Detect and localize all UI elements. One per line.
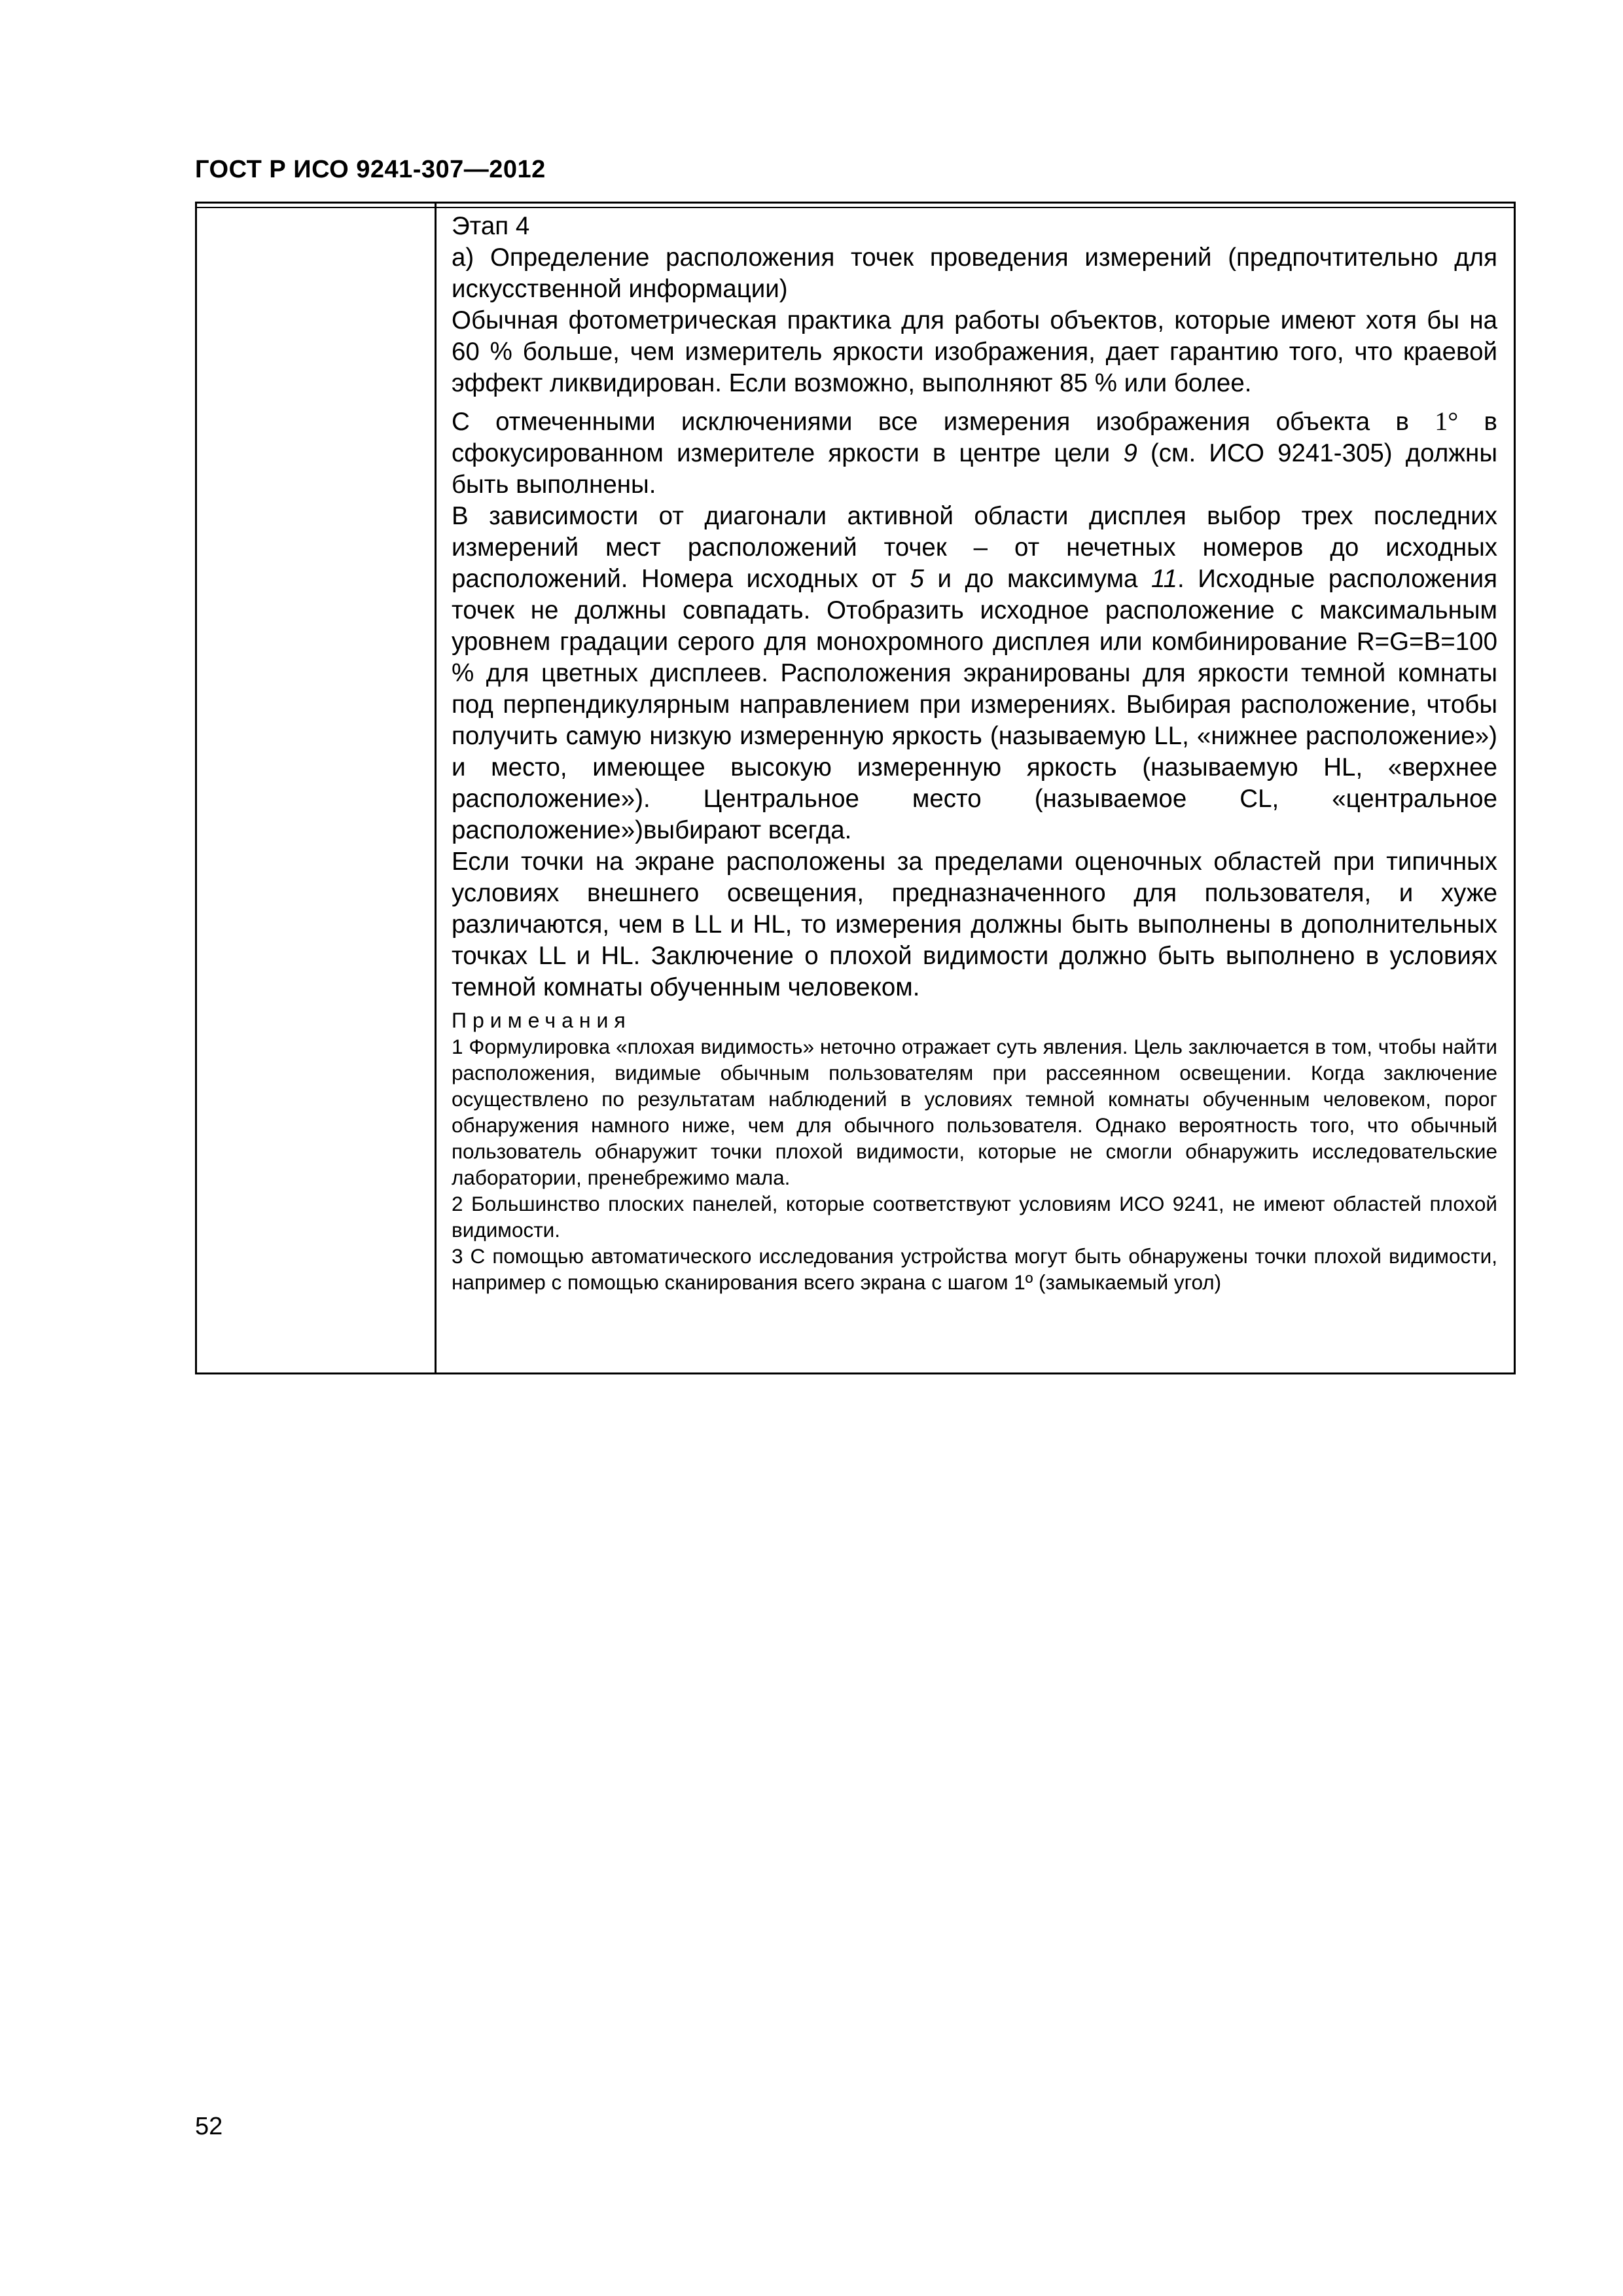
column-divider	[435, 202, 437, 1374]
paragraph-3	[452, 501, 1497, 846]
paragraph-3-part-3: . Исходные расположения точек не должны совпадать. Отобразить исходное расположение с максимальным уровнем градации серого для монохромного дисплея или комбинирование R=G=B=100 % для цветных дисплеев. Расположения экранированы для яркости темной комнаты под перпендикулярным направлением при измерениях. Выбирая расположение, чтобы получить самую низкую измеренную яркость (называемую LL, «нижнее расположение») и место, имеющее высокую измеренную яркость (называемую HL, «верхнее расположение»). Центральное место (называемое CL, «центральное расположение»)выбирают всегда.	[452, 565, 1497, 844]
source-max-number: 11	[1151, 565, 1177, 593]
paragraph-2-part-3: (см. ИСО 9241-305) должны быть выполнены.	[452, 439, 1497, 499]
paragraph-2-part-2: в сфокусированном измерителе яркости в центре цели	[452, 408, 1497, 467]
page-number: 52	[195, 2113, 223, 2140]
paragraph-4: Если точки на экране расположены за пределами оценочных областей при типичных условиях внешнего освещения, предназначенного для пользователя, и хуже различаются, чем в LL и HL, то измерения должны быть выполнены в дополнительных точках LL и HL. Заключение о плохой видимости должно быть выполнено в условиях темной комнаты обученным человеком.	[452, 848, 1497, 1001]
notes-heading: Примечания	[452, 1009, 632, 1032]
degree-symbol: 1°	[1435, 406, 1459, 436]
note-2: 2 Большинство плоских панелей, которые соответствуют условиям ИСО 9241, не имеют областей плохой видимости.	[452, 1192, 1497, 1242]
paragraph-2	[452, 406, 1497, 501]
note-3: 3 С помощью автоматического исследования устройства могут быть обнаружены точки плохой видимости, например с помощью сканирования всего экрана с шагом 1º (замыкаемый угол)	[452, 1244, 1497, 1294]
paragraph-3-part-2: и до максимума	[923, 565, 1151, 593]
table-top-double-rule	[195, 207, 1516, 208]
note-1: 1 Формулировка «плохая видимость» неточно отражает суть явления. Цель заключается в том, чтобы найти расположения, видимые обычным пользователям при рассеянном освещении. Когда заключение осуществлено по результатам наблюдений в условиях темной комнаты обученным человеком, порог обнаружения намного ниже, чем для обычного пользователя. Однако вероятность того, что обычный пользователь обнаружит точки плохой видимости, которые не смогли обнаружить исследовательские лаборатории, пренебрежимо мала.	[452, 1035, 1497, 1189]
document-header: ГОСТ Р ИСО 9241-307—2012	[195, 156, 546, 183]
step-title: Этап 4	[452, 212, 530, 240]
item-a: а) Определение расположения точек проведения измерений (предпочтительно для искусственной информации)	[452, 243, 1497, 303]
paragraph-2-part-1: С отмеченными исключениями все измерения изображения объекта в	[452, 408, 1435, 436]
target-number: 9	[1123, 439, 1137, 467]
table-right-cell	[452, 211, 1497, 1295]
paragraph-3-part-1: В зависимости от диагонали активной области дисплея выбор трех последних измерений мест расположений точек – от нечетных номеров до исходных расположений. Номера исходных от	[452, 502, 1497, 593]
source-min-number: 5	[910, 565, 924, 593]
paragraph-1: Обычная фотометрическая практика для работы объектов, которые имеют хотя бы на 60 % больше, чем измеритель яркости изображения, дает гарантию того, что краевой эффект ликвидирован. Если возможно, выполняют 85 % или более.	[452, 306, 1497, 397]
